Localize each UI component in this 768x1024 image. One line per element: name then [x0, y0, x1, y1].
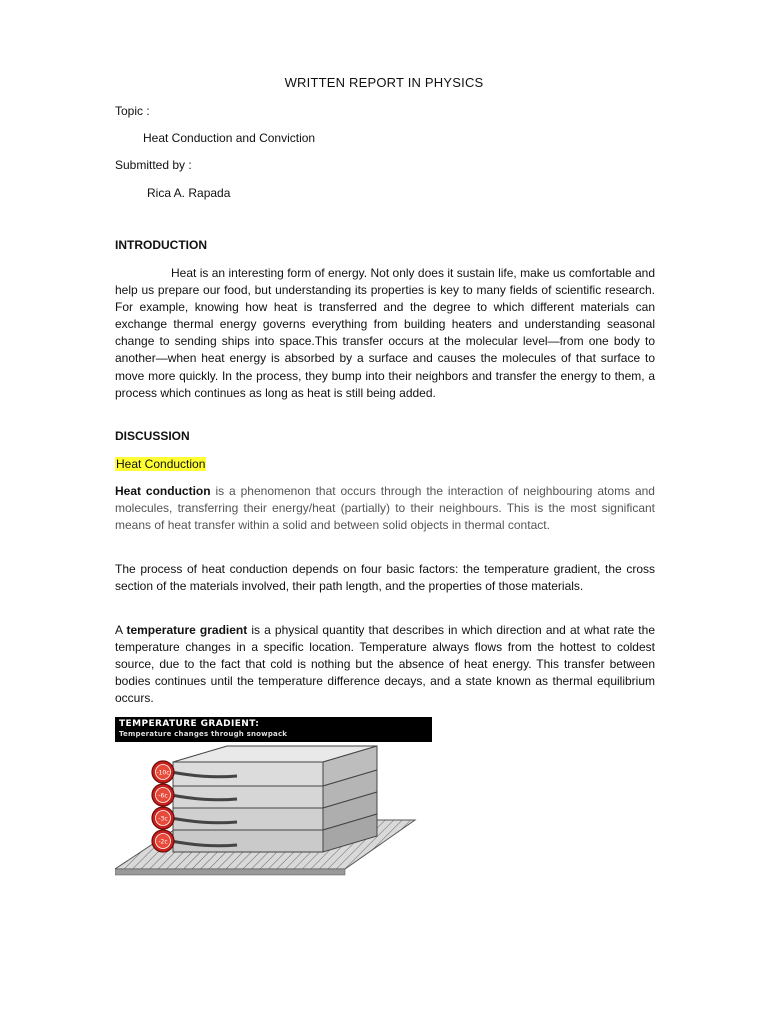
thermometer-reading: -10c — [156, 769, 170, 777]
author-name: Rica A. Rapada — [147, 186, 231, 200]
highlighted-subheading: Heat Conduction — [116, 457, 206, 471]
temperature-gradient-term: temperature gradient — [126, 623, 248, 637]
gradient-lead: A — [115, 623, 127, 637]
factors-paragraph: The process of heat conduction depends on four basic factors: the temperature gradient, the cross section of the materials involved, their path length, and the properties of those materials. — [115, 562, 655, 594]
submitted-by-label: Submitted by : — [115, 158, 192, 172]
heat-conduction-subheading — [115, 457, 206, 471]
introduction-paragraph: Heat is an interesting form of energy. Not only does it sustain life, make us comfortable and help us prepare our food, but understanding its properties is key to many fields of scientific research. For example, knowing how heat is transferred and the degree to which different materials can exchange thermal energy governs everything from building heaters and understanding seasonal change to sending ships into space.This transfer occurs at the molecular level—from one body to another—when heat energy is absorbed by a surface and causes the molecules of that surface to move more quickly. In the process, they bump into their neighbors and transfer the energy to them, a process which continues as long as heat is still being added. — [115, 266, 655, 400]
temperature-gradient-figure — [115, 717, 432, 877]
discussion-heading: DISCUSSION — [115, 429, 190, 443]
heat-conduction-definition: is a phenomenon that occurs through the interaction of neighbouring atoms and molecules, transferring their energy/heat (partially) to their neighbours. This is the most significant means of heat transfer within a solid and between solid objects in thermal contact. — [115, 484, 655, 533]
introduction-heading: INTRODUCTION — [115, 238, 207, 252]
topic-value: Heat Conduction and Conviction — [143, 131, 316, 145]
thermometer-reading: -6c — [158, 792, 168, 800]
thermometer-reading: -2c — [158, 838, 168, 846]
thermometer-reading: -3c — [158, 815, 168, 823]
figure-header — [115, 717, 432, 742]
snowpack-illustration — [115, 742, 432, 877]
topic-label: Topic : — [115, 104, 150, 118]
report-title: WRITTEN REPORT IN PHYSICS — [284, 75, 484, 90]
heat-conduction-term: Heat conduction — [115, 484, 211, 498]
figure-title: TEMPERATURE GRADIENT: — [119, 719, 260, 729]
gradient-definition: is a physical quantity that describes in which direction and at what rate the temperature changes in a specific location. Temperature always flows from the hottest to coldest source, due to the fact that cold is nothing but the absence of heat energy. This transfer between bodies continues until the temperature difference decays, and a state known as thermal equilibrium occurs. — [115, 623, 655, 706]
temperature-gradient-paragraph — [115, 622, 655, 707]
ground-edge — [115, 869, 345, 875]
heat-conduction-paragraph — [115, 483, 655, 534]
figure-subtitle: Temperature changes through snowpack — [119, 730, 288, 738]
